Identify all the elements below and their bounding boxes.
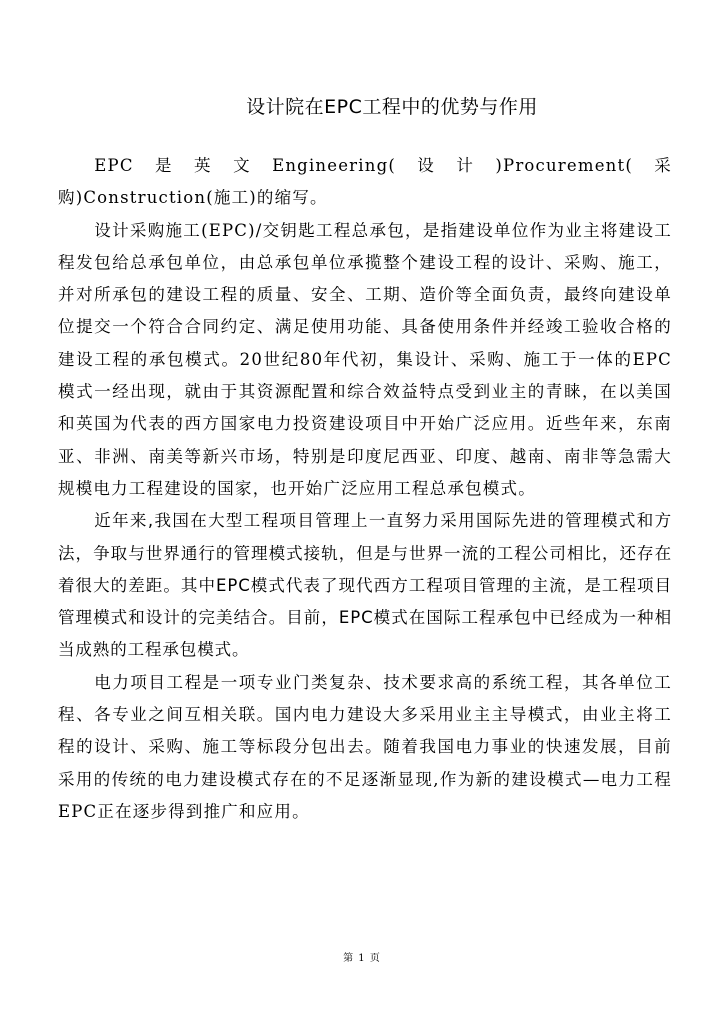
page-number: 第 1 页 xyxy=(343,953,381,964)
paragraph-epc-definition: EPC是英文Engineering(设计)Procurement(采购)Construction(施工)的缩写。 xyxy=(58,156,672,208)
paragraph-epc-description: 设计采购施工(EPC)/交钥匙工程总承包，是指建设单位作为业主将建设工程发包给总承包单位，由总承包单位承揽整个建设工程的设计、采购、施工，并对所承包的建设工程的质量、安全、工期、造价等全面负责，最终向建设单位提交一个符合合同约定、满足使用功能、具备使用条件并经竣工验收合格的建设工程的承包模式。20世纪80年代初，集设计、采购、施工于一体的EPC模式一经出现，就由于其资源配置和综合效益特点受到业主的青睐，在以美国和英国为代表的西方国家电力投资建设项目中开始广泛应用。近些年来，东南亚、非洲、南美等新兴市场，特别是印度尼西亚、印度、越南、南非等急需大规模电力工程建设的国家，也开始广泛应用工程总承包模式。 xyxy=(58,220,672,498)
document-body xyxy=(58,150,672,828)
paragraph-power-projects: 电力项目工程是一项专业门类复杂、技术要求高的系统工程，其各单位工程、各专业之间互相关联。国内电力建设大多采用业主主导模式，由业主将工程的设计、采购、施工等标段分包出去。随着我国电力事业的快速发展，目前采用的传统的电力建设模式存在的不足逐渐显现,作为新的建设模式—电力工程EPC正在逐步得到推广和应用。 xyxy=(58,672,672,821)
paragraph-domestic-status: 近年来,我国在大型工程项目管理上一直努力采用国际先进的管理模式和方法，争取与世界通行的管理模式接轨，但是与世界一流的工程公司相比，还存在着很大的差距。其中EPC模式代表了现代西方工程项目管理的主流，是工程项目管理模式和设计的完美结合。目前，EPC模式在国际工程承包中已经成为一种相当成熟的工程承包模式。 xyxy=(58,511,672,660)
page-title: 设计院在EPC工程中的优势与作用 xyxy=(246,96,538,118)
